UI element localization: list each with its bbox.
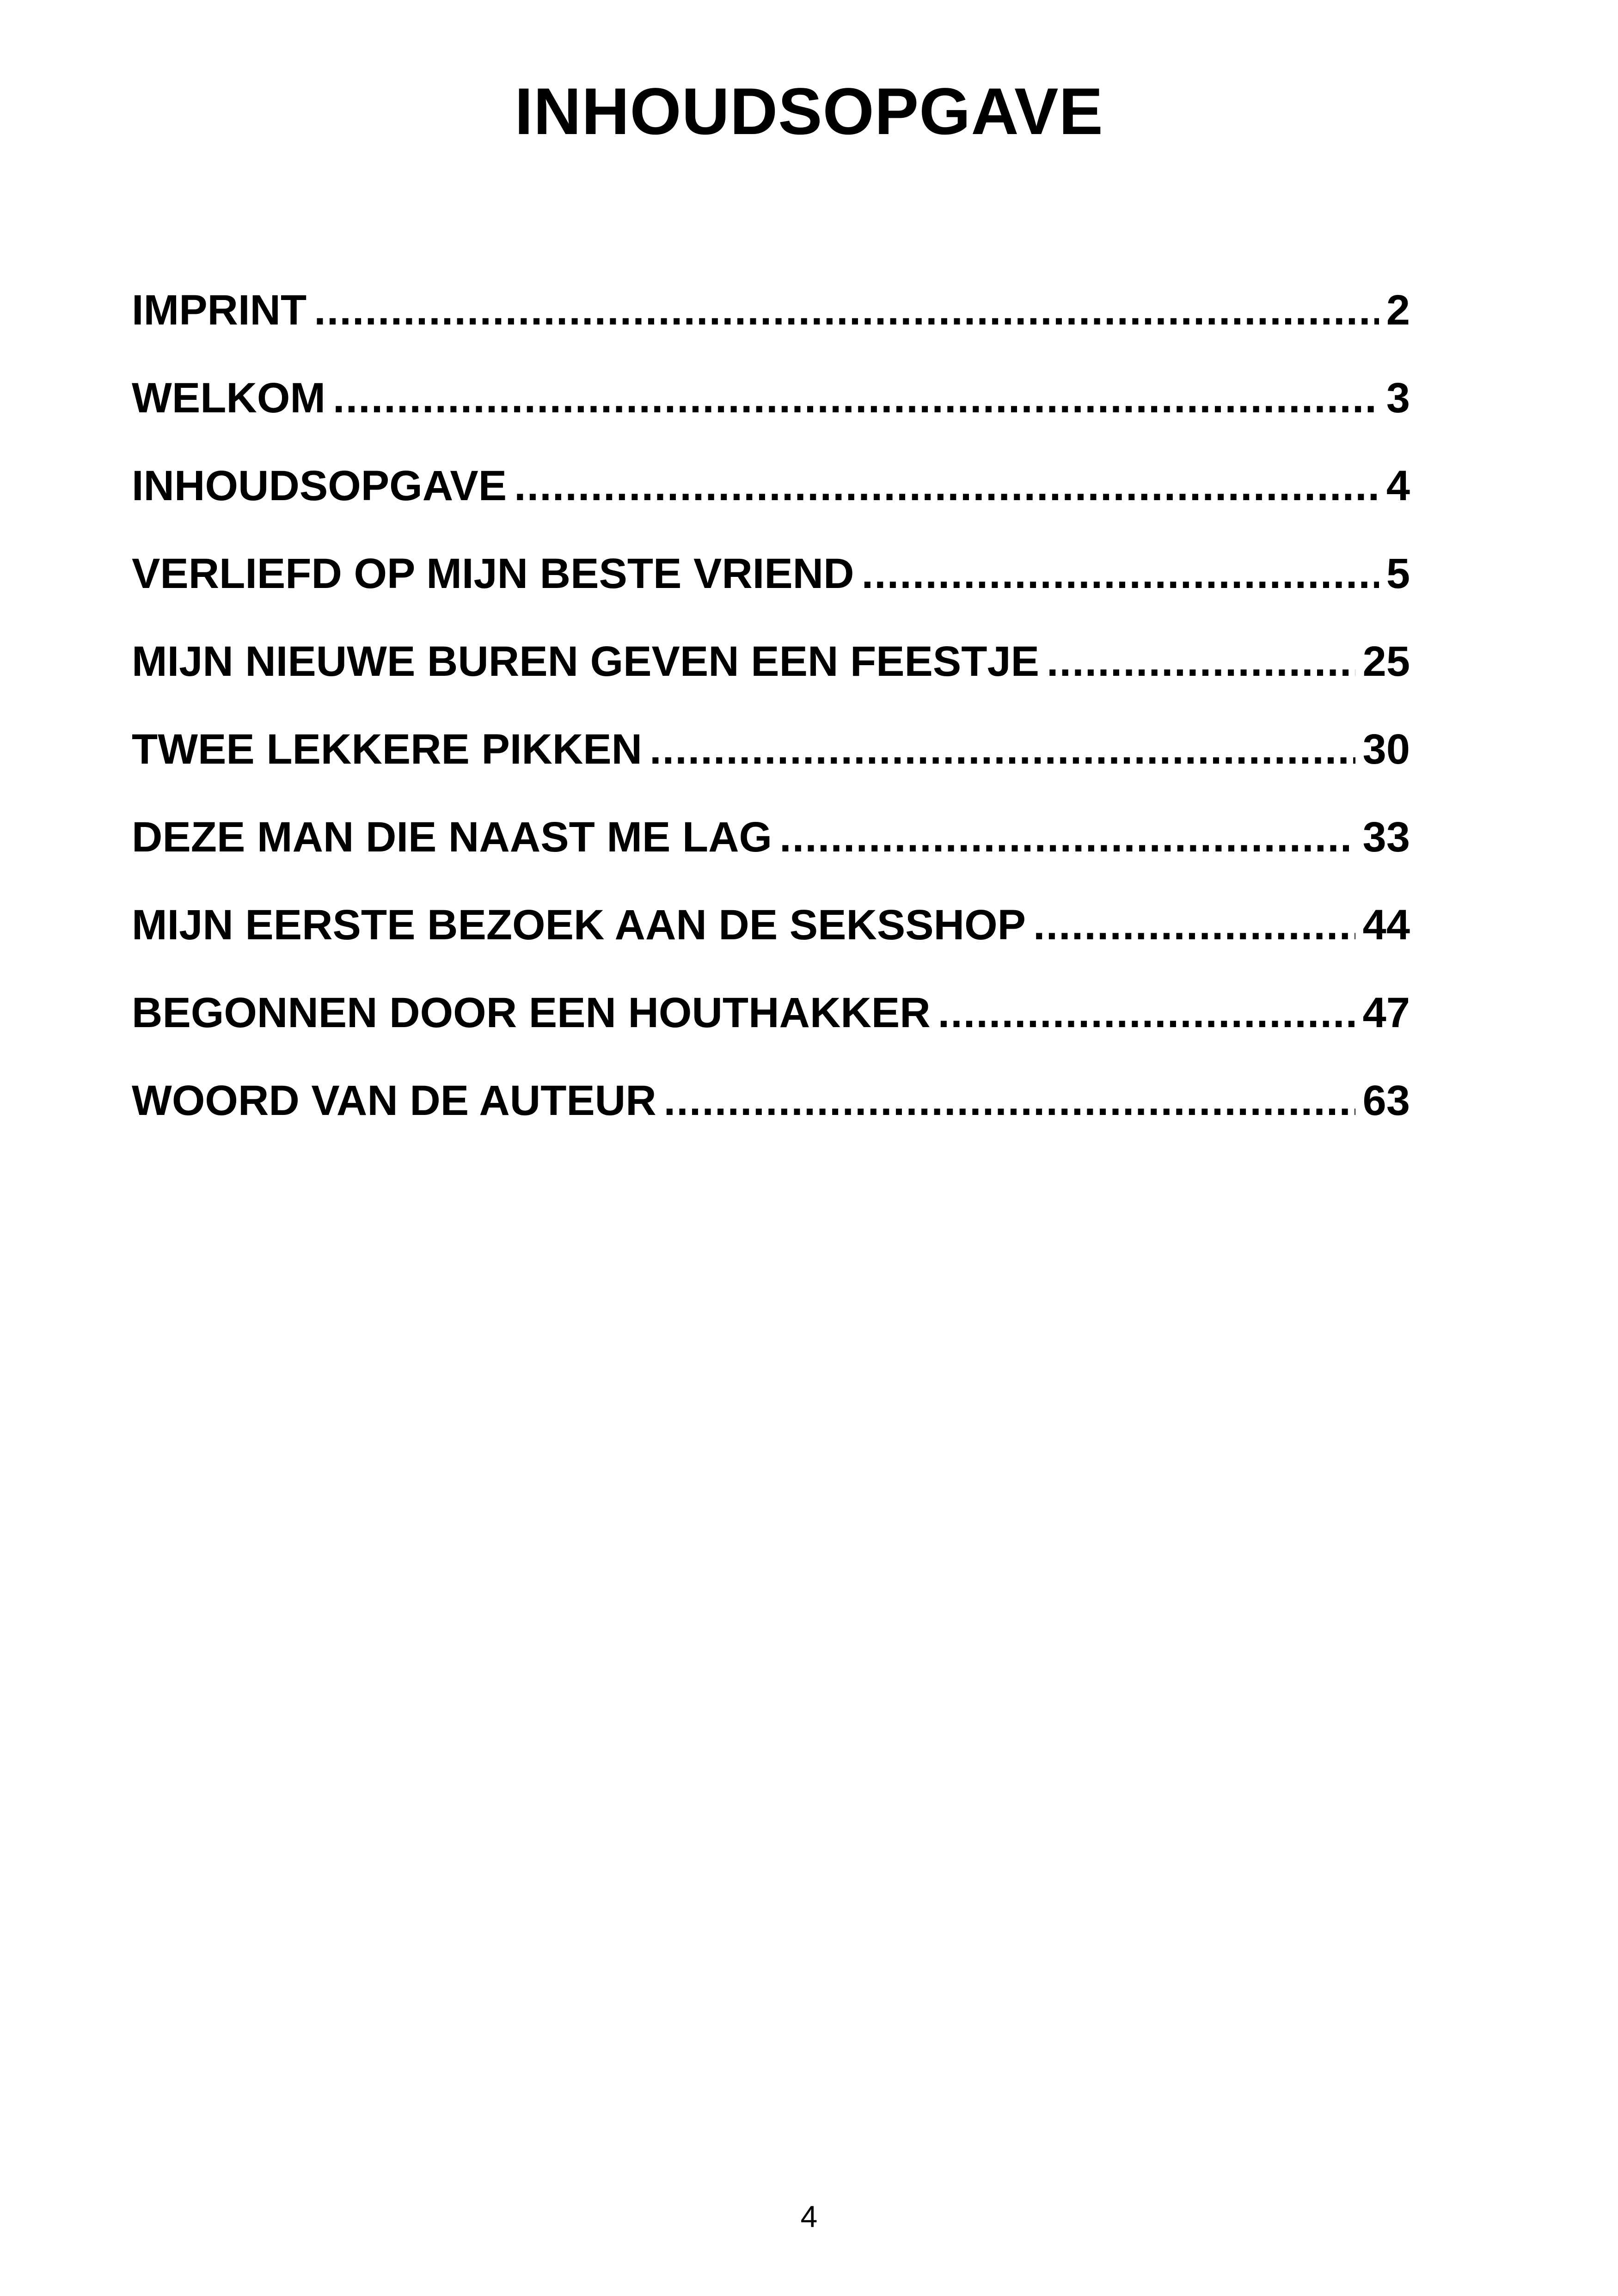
toc-entry-title: WELKOM [132,374,326,422]
toc-entry[interactable] [132,901,1410,992]
toc-entry-title: BEGONNEN DOOR EEN HOUTHAKKER [132,989,931,1036]
toc-entry-page: 63 [1362,1077,1410,1124]
toc-entry[interactable] [132,374,1410,465]
toc-entry[interactable] [132,1079,1410,1167]
toc-entry-title: DEZE MAN DIE NAAST ME LAG [132,814,772,861]
toc-entry-page: 4 [1386,462,1410,509]
toc-dot-leader [938,992,1355,1034]
toc-entry-title: IMPRINT [132,287,307,334]
toc-dot-leader [1033,904,1355,946]
toc-dot-leader [314,289,1379,331]
toc-entry[interactable] [132,816,1410,904]
toc-dot-leader [664,1079,1355,1122]
toc-entry[interactable] [132,552,1410,640]
toc-entry[interactable] [132,728,1410,816]
toc-entry-page: 30 [1362,726,1410,773]
toc-entry-title: MIJN EERSTE BEZOEK AAN DE SEKSSHOP [132,901,1026,949]
toc-entry-page: 3 [1386,374,1410,422]
toc-dot-leader [333,377,1379,419]
toc-entry-page: 44 [1362,901,1410,949]
toc-dot-leader [514,465,1379,507]
toc-entry-page: 2 [1386,287,1410,334]
toc-dot-leader [779,816,1355,858]
toc-entry[interactable] [132,462,1410,552]
toc-entry-page: 47 [1362,989,1410,1036]
toc-entry-page: 33 [1362,814,1410,861]
toc-entry-title: TWEE LEKKERE PIKKEN [132,726,643,773]
page-number: 4 [800,2199,818,2234]
toc-entry[interactable] [132,989,1410,1079]
toc-entry-title: WOORD VAN DE AUTEUR [132,1077,656,1124]
toc-entry[interactable] [132,289,1410,377]
toc-entry-page: 25 [1362,638,1410,685]
toc-entry-title: INHOUDSOPGAVE [132,462,507,509]
toc-dot-leader [650,728,1355,771]
toc-dot-leader [1047,640,1355,683]
toc-dot-leader [862,552,1379,595]
toc-entry[interactable] [132,640,1410,728]
toc-entry-title: MIJN NIEUWE BUREN GEVEN EEN FEESTJE [132,638,1039,685]
table-of-contents [132,289,1410,1167]
toc-entry-page: 5 [1386,550,1410,597]
page-title: INHOUDSOPGAVE [515,75,1103,148]
toc-entry-title: VERLIEFD OP MIJN BESTE VRIEND [132,550,854,597]
